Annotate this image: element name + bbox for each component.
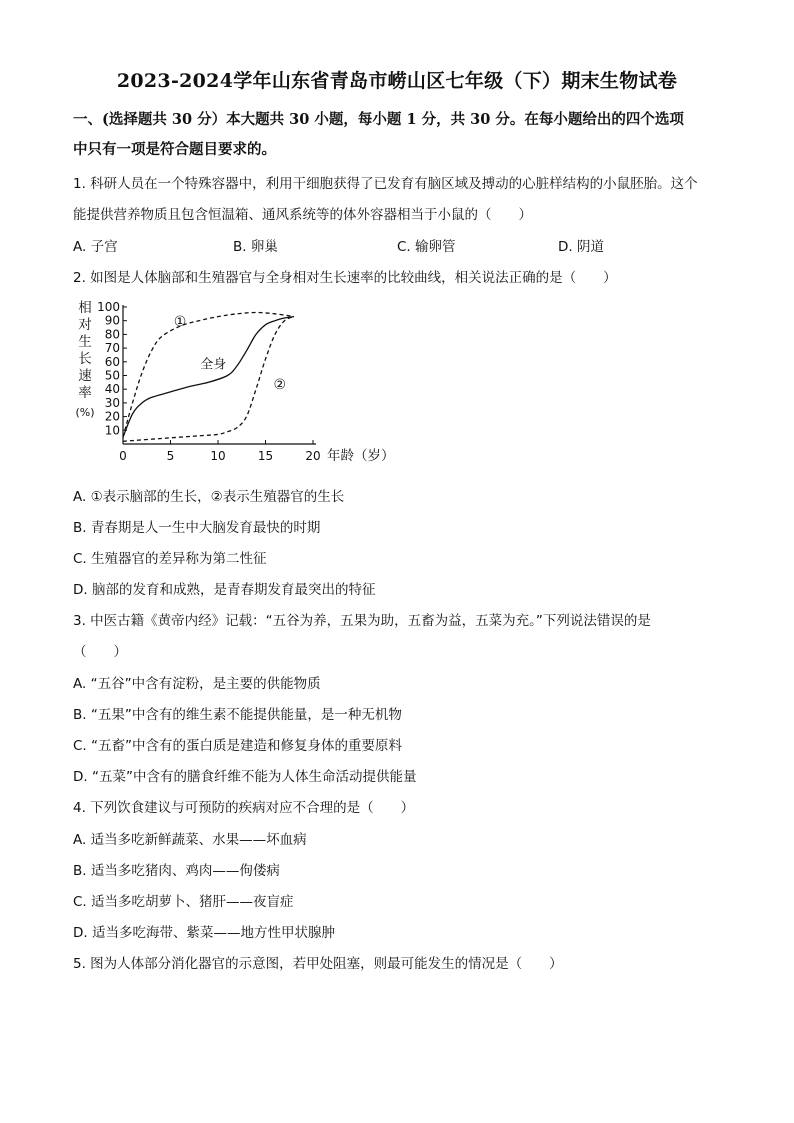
y-tick-label: 70 [104, 341, 120, 356]
y-axis-label-char: 长 [78, 351, 92, 367]
q4-stem: 4. 下列饮食建议与可预防的疾病对应不合理的是（ ） [73, 800, 415, 816]
y-axis-label [75, 299, 94, 419]
q1-option-b: B. 卵巢 [233, 239, 278, 255]
q4-option-b: B. 适当多吃猪肉、鸡肉——佝偻病 [73, 863, 280, 879]
q5-stem: 5. 图为人体部分消化器官的示意图，若甲处阻塞，则最可能发生的情况是（ ） [73, 956, 563, 972]
y-axis-label-char: 率 [78, 385, 92, 401]
x-tick-label: 15 [257, 449, 274, 463]
q3-option-b: B. “五果”中含有的维生素不能提供能量，是一种无机物 [73, 707, 402, 723]
y-axis-label-char: 相 [78, 300, 92, 316]
y-tick-label: 30 [104, 395, 120, 410]
section-heading-line1: 一、(选择题共 30 分）本大题共 30 小题，每小题 1 分，共 30 分。在每小题给出的四个选项 [73, 111, 684, 128]
q2-option-b: B. 青春期是人一生中大脑发育最快的时期 [73, 520, 321, 536]
q1-stem-line2: 能提供营养物质且包含恒温箱、通风系统等的体外容器相当于小鼠的（ ） [73, 207, 532, 223]
q1-option-d: D. 阴道 [558, 239, 604, 255]
q1-option-a: A. 子宫 [73, 239, 118, 255]
x-tick-label: 5 [166, 449, 175, 463]
y-tick-label: 80 [104, 327, 120, 342]
series-label-0: ① [173, 314, 187, 331]
q1-stem-line1: 1. 科研人员在一个特殊容器中，利用干细胞获得了已发育有脑区域及搏动的心脏样结构的小鼠胚胎。这个 [73, 176, 698, 192]
y-tick-label: 20 [104, 409, 120, 424]
y-axis-label-char: 速 [78, 368, 92, 384]
q2-option-d: D. 脑部的发育和成熟，是青春期发育最突出的特征 [73, 582, 376, 598]
q3-stem-line2: （ ） [73, 644, 127, 660]
series-label-1: 全身 [200, 357, 227, 373]
series-line-0 [123, 313, 294, 438]
q2-option-a: A. ①表示脑部的生长，②表示生殖器官的生长 [73, 489, 345, 505]
y-tick-label: 10 [104, 423, 120, 438]
q3-option-a: A. “五谷”中含有淀粉，是主要的供能物质 [73, 676, 321, 692]
series-labels [174, 314, 286, 393]
x-tick-label: 10 [210, 449, 226, 463]
x-axis-label: 年龄（岁） [327, 448, 395, 464]
q2-stem: 2. 如图是人体脑部和生殖器官与全身相对生长速率的比较曲线，相关说法正确的是（ ） [73, 270, 617, 286]
y-axis-label-char: 生 [78, 334, 92, 350]
y-tick-label: 90 [104, 313, 120, 328]
y-axis-label-part: (%) [75, 406, 95, 419]
exam-title: 2023-2024学年山东省青岛市崂山区七年级（下）期末生物试卷 [116, 70, 678, 92]
y-tick-label: 100 [97, 300, 120, 314]
y-tick-label: 40 [104, 382, 120, 397]
x-tick-label: 0 [119, 449, 127, 463]
chart-axes [123, 305, 316, 444]
q4-option-d: D. 适当多吃海带、紫菜——地方性甲状腺肿 [73, 925, 335, 941]
x-tick-label: 20 [305, 449, 321, 463]
y-axis-label-char: 对 [78, 317, 92, 333]
q3-option-c: C. “五畜”中含有的蛋白质是建造和修复身体的重要原料 [73, 738, 402, 754]
q4-option-c: C. 适当多吃胡萝卜、猪肝——夜盲症 [73, 894, 294, 910]
growth-rate-chart [70, 292, 400, 472]
chart-series [123, 313, 294, 442]
q1-option-c: C. 输卵管 [397, 239, 456, 255]
section-heading-line2: 中只有一项是符合题目要求的。 [73, 141, 276, 158]
series-label-2: ② [273, 377, 287, 394]
q2-option-c: C. 生殖器官的差异称为第二性征 [73, 551, 267, 567]
y-tick-label: 50 [104, 368, 120, 383]
q3-option-d: D. “五菜”中含有的膳食纤维不能为人体生命活动提供能量 [73, 769, 417, 785]
q3-stem-line1: 3. 中医古籍《黄帝内经》记载：“五谷为养，五果为助，五畜为益，五菜为充。”下列说法错误的是 [73, 613, 651, 629]
y-tick-label: 60 [104, 354, 120, 369]
series-line-2 [123, 317, 294, 442]
q4-option-a: A. 适当多吃新鲜蔬菜、水果——坏血病 [73, 832, 307, 848]
series-line-1 [123, 317, 294, 438]
